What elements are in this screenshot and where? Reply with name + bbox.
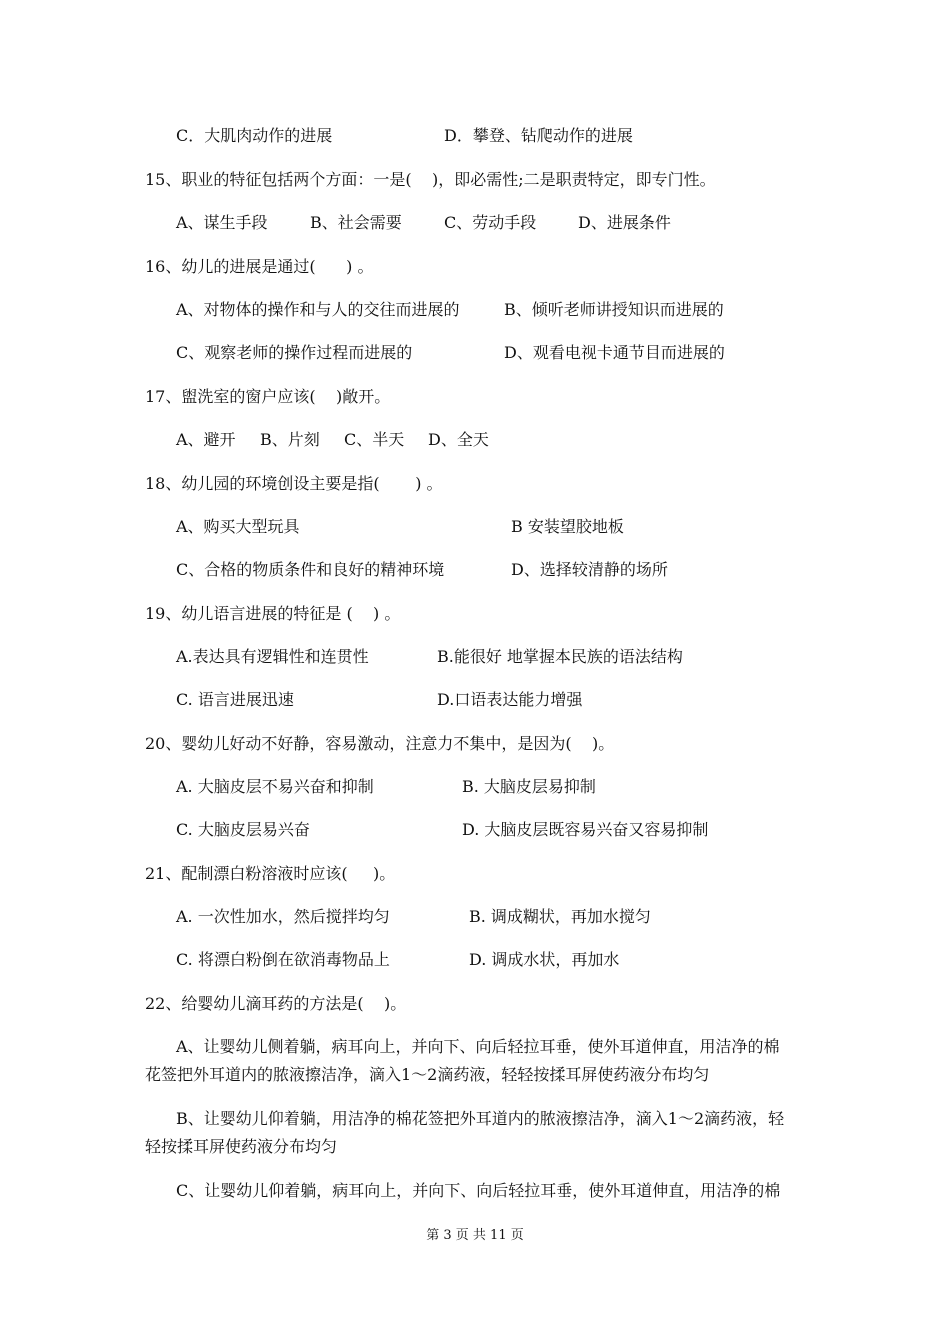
q18-stem: 18、幼儿园的环境创设主要是指( ) 。	[145, 474, 443, 493]
q20-option-d: D. 大脑皮层既容易兴奋又容易抑制	[462, 820, 709, 839]
q16-stem: 16、幼儿的进展是通过( ) 。	[145, 257, 374, 276]
q22-option-a-line2: 花签把外耳道内的脓液擦洁净，滴入1～2滴药液，轻轻按揉耳屏使药液分布均匀	[145, 1065, 710, 1084]
page-footer: 第 3 页 共 11 页	[426, 1228, 524, 1243]
q16-option-c: C、观察老师的操作过程而进展的	[176, 343, 413, 362]
q15-option-b: B、社会需要	[310, 213, 402, 232]
q19-option-b: B.能很好 地掌握本民族的语法结构	[437, 647, 683, 666]
q21-stem: 21、配制漂白粉溶液时应该( )。	[145, 864, 396, 883]
q22-option-b-line1: B、让婴幼儿仰着躺，用洁净的棉花签把外耳道内的脓液擦洁净，滴入1～2滴药液，轻	[176, 1109, 785, 1128]
q17-option-b: B、片刻	[260, 430, 320, 449]
q21-option-a: A. 一次性加水，然后搅拌均匀	[176, 907, 390, 926]
q18-option-a: A、购买大型玩具	[176, 517, 300, 536]
q19-option-a: A.表达具有逻辑性和连贯性	[176, 647, 369, 666]
q22-option-a-line1: A、让婴幼儿侧着躺，病耳向上，并向下、向后轻拉耳垂，使外耳道伸直，用洁净的棉	[176, 1037, 780, 1056]
q16-option-d: D、观看电视卡通节目而进展的	[504, 343, 725, 362]
q21-option-d: D. 调成水状，再加水	[469, 950, 620, 969]
q16-option-b: B、倾听老师讲授知识而进展的	[504, 300, 724, 319]
q21-option-c: C. 将漂白粉倒在欲消毒物品上	[176, 950, 390, 969]
q20-option-c: C. 大脑皮层易兴奋	[176, 820, 310, 839]
q17-option-d: D、全天	[428, 430, 489, 449]
q15-option-a: A、谋生手段	[176, 213, 268, 232]
q18-option-d: D、选择较清静的场所	[511, 560, 668, 579]
q17-stem: 17、盥洗室的窗户应该( )敞开。	[145, 387, 391, 406]
q22-stem: 22、给婴幼儿滴耳药的方法是( )。	[145, 994, 407, 1013]
q19-option-c: C. 语言进展迅速	[176, 690, 294, 709]
q15-stem: 15、职业的特征包括两个方面：一是( )，即必需性;二是职责特定，即专门性。	[145, 170, 716, 189]
q19-stem: 19、幼儿语言进展的特征是 ( ) 。	[145, 604, 401, 623]
q14-option-d: D．攀登、钻爬动作的进展	[444, 126, 633, 145]
q17-option-c: C、半天	[344, 430, 405, 449]
q20-option-b: B. 大脑皮层易抑制	[462, 777, 596, 796]
q17-option-a: A、避开	[176, 430, 236, 449]
q22-option-c-line1: C、让婴幼儿仰着躺，病耳向上，并向下、向后轻拉耳垂，使外耳道伸直，用洁净的棉	[176, 1181, 781, 1200]
q15-option-c: C、劳动手段	[444, 213, 537, 232]
q19-option-d: D.口语表达能力增强	[437, 690, 583, 709]
q15-option-d: D、进展条件	[578, 213, 671, 232]
q22-option-b-line2: 轻按揉耳屏使药液分布均匀	[145, 1137, 338, 1156]
q18-option-b: B 安装望胶地板	[511, 517, 624, 536]
q18-option-c: C、合格的物质条件和良好的精神环境	[176, 560, 445, 579]
q14-option-c: C．大肌肉动作的进展	[176, 126, 333, 145]
q21-option-b: B. 调成糊状，再加水搅匀	[469, 907, 651, 926]
q20-stem: 20、婴幼儿好动不好静，容易激动，注意力不集中，是因为( )。	[145, 734, 615, 753]
q20-option-a: A. 大脑皮层不易兴奋和抑制	[176, 777, 374, 796]
q16-option-a: A、对物体的操作和与人的交往而进展的	[176, 300, 460, 319]
